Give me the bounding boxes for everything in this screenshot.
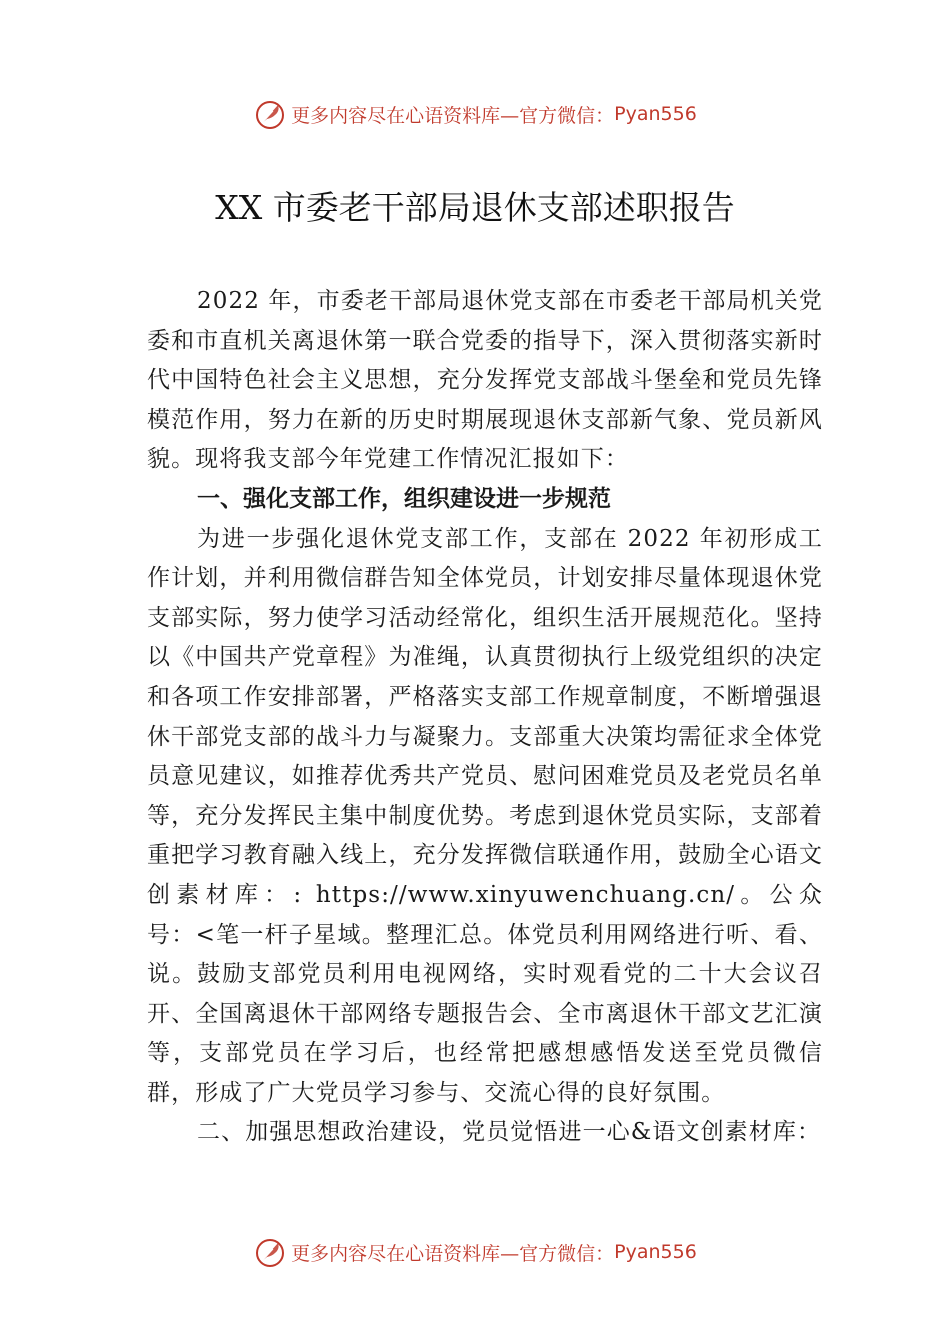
section1-heading: 一、强化支部工作，组织建设进一步规范 <box>197 485 611 512</box>
banner-wechat-id: Pyan556 <box>614 1241 697 1263</box>
document-body <box>147 282 823 1153</box>
feather-pen-logo-icon <box>253 97 287 131</box>
intro-paragraph: 2022 年，市委老干部局退休党支部在市委老干部局机关党委和市直机关离退休第一联合党委的指导下，深入贯彻落实新时代中国特色社会主义思想，充分发挥党支部战斗堡垒和党员先锋模范作用，努力在新的历史时期展现退休支部新气象、党员新风貌。现将我支部今年党建工作情况汇报如下： <box>147 288 823 473</box>
document-title: XX 市委老干部局退休支部述职报告 <box>215 188 735 227</box>
feather-pen-logo-icon <box>253 1235 287 1269</box>
footer-watermark-banner <box>0 1232 950 1272</box>
banner-text: 更多内容尽在心语资料库—官方微信： <box>291 104 615 127</box>
section1-paragraph: 为进一步强化退休党支部工作，支部在 2022 年初形成工作计划，并利用微信群告知全体党员，计划安排尽量体现退休党支部实际，努力使学习活动经常化，组织生活开展规范化。坚持以《中国共产党章程》为准绳，认真贯彻执行上级党组织的决定和各项工作安排部署，严格落实支部工作规章制度，不断增强退休干部党支部的战斗力与凝聚力。支部重大决策均需征求全体党员意见建议，如推荐优秀共产党员、慰问困难党员及老党员名单等，充分发挥民主集中制度优势。考虑到退休党员实际，支部着重把学习教育融入线上，充分发挥微信联通作用，鼓励全心语文创素材库：: https://www.xinyuwenchuang.cn/。公众号：<笔一杆子星域。整理汇总。体党员利用网络进行听、看、说。鼓励支部党员利用电视网络，实时观看党的二十大会议召开、全国离退休干部网络专题报告会、全市离退休干部文艺汇演 等，支部党员在学习后，也经常把感想感悟发送至党员微信 群，形成了广大党员学习参与、交流心得的良好氛围。 <box>147 525 823 1106</box>
header-watermark-banner <box>0 94 950 134</box>
banner-wechat-id: Pyan556 <box>614 103 697 125</box>
banner-text: 更多内容尽在心语资料库—官方微信： <box>291 1242 615 1265</box>
section2-heading: 二、加强思想政治建设，党员觉悟进一心&语文创素材库： <box>197 1119 822 1146</box>
